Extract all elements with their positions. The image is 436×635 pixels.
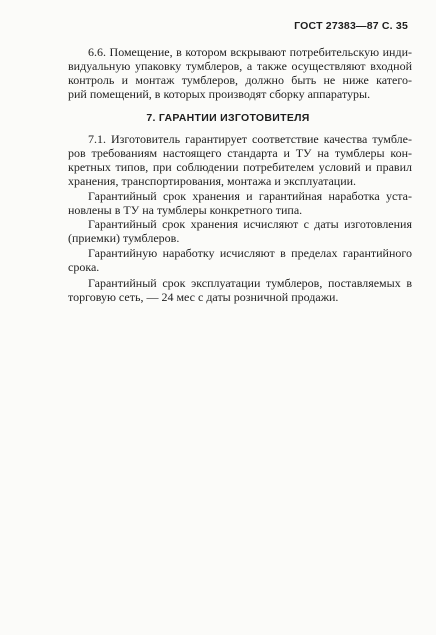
paragraph-7-1-line-2: ров требованиям настоящего стандарта и ТУ на тумблеры кон- — [68, 146, 412, 160]
paragraph-5-line-1: Гарантийный срок эксплуатации тумблеров, поставляемых в — [88, 276, 412, 290]
paragraph-2-line-2: новлены в ТУ на тумблеры конкретного типа. — [68, 203, 303, 217]
paragraph-5-line-2: торговую сеть, — 24 мес с даты розничной продажи. — [68, 290, 339, 304]
paragraph-3-line-2: (приемки) тумблеров. — [68, 231, 180, 245]
paragraph-7-1-line-1: 7.1. Изготовитель гарантирует соответствие качества тумбле- — [88, 132, 412, 146]
paragraph-4-line-2: срока. — [68, 260, 100, 274]
paragraph-7-1-line-3: кретных типов, при соблюдении потребителем условий и правил — [68, 160, 412, 174]
section-7-title: 7. ГАРАНТИИ ИЗГОТОВИТЕЛЯ — [146, 112, 310, 124]
paragraph-6-6-line-2: видуальную упаковку тумблеров, а также осуществляют входной — [68, 59, 412, 73]
page-header: ГОСТ 27383—87 С. 35 — [294, 20, 408, 32]
paragraph-6-6-line-3: контроль и монтаж тумблеров, должно быть не ниже катего- — [68, 73, 412, 87]
paragraph-7-1-line-4: хранения, транспортирования, монтажа и эксплуатации. — [68, 174, 357, 188]
paragraph-6-6-line-4: рий помещений, в которых производят сборку аппаратуры. — [68, 87, 371, 101]
paragraph-4-line-1: Гарантийную наработку исчисляют в пределах гарантийного — [88, 246, 412, 260]
paragraph-6-6-line-1: 6.6. Помещение, в котором вскрывают потребительскую инди- — [88, 45, 412, 59]
paragraph-3-line-1: Гарантийный срок хранения исчисляют с даты изготовления — [88, 217, 412, 231]
paragraph-2-line-1: Гарантийный срок хранения и гарантийная наработка уста- — [88, 189, 412, 203]
